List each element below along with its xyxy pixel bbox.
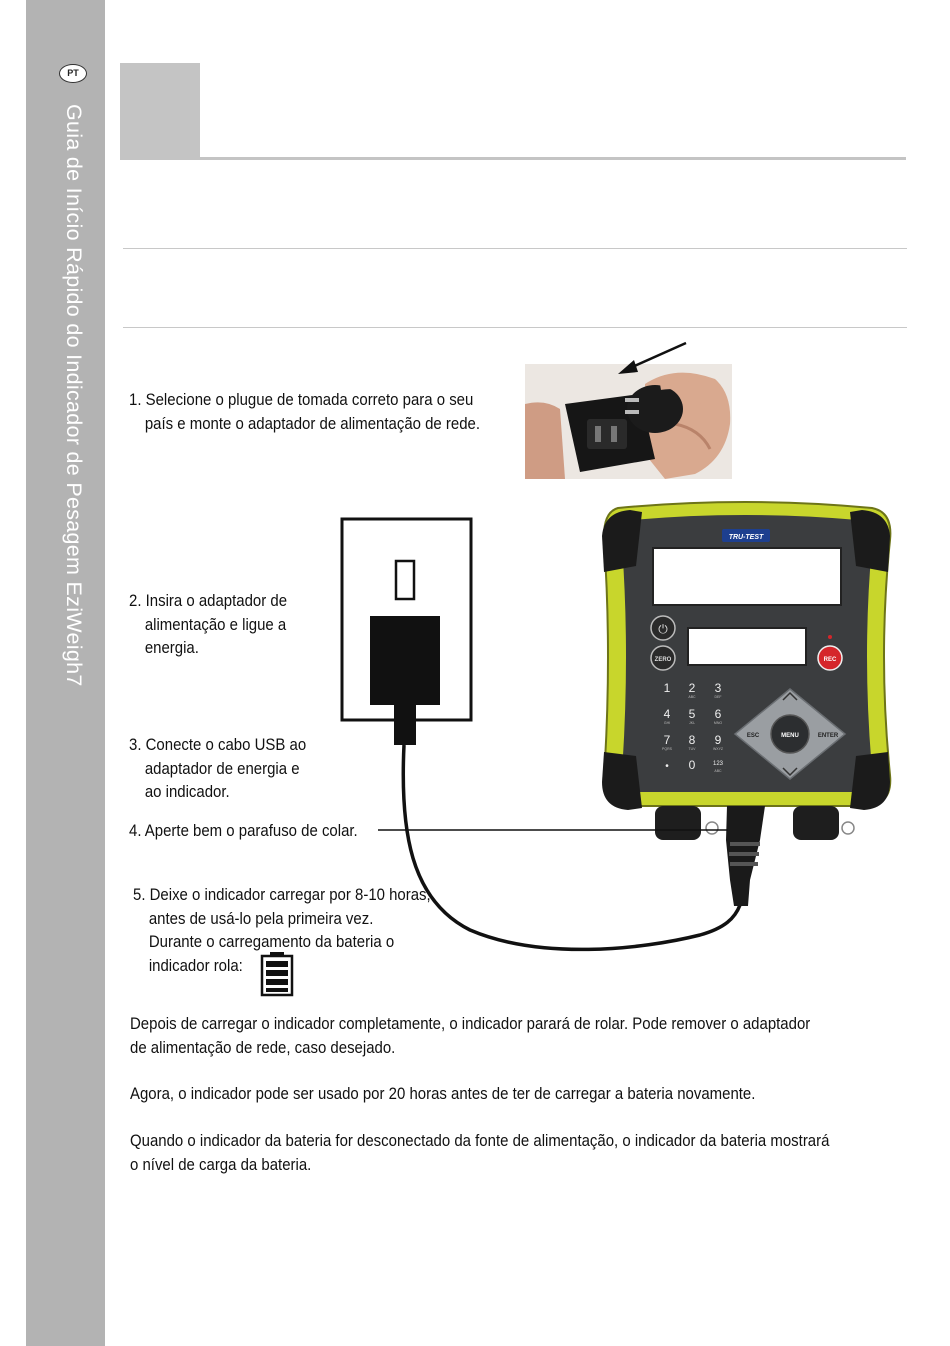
- key-4-sub: GHI: [663, 721, 671, 725]
- key-1: 1: [663, 681, 671, 695]
- key-5-sub: JKL: [688, 721, 696, 725]
- zero-key-label: ZERO: [654, 657, 672, 663]
- step-2-line-2: alimentação e ligue a: [144, 614, 287, 634]
- step-4-line-1: 4. Aperte bem o parafuso de colar.: [129, 821, 358, 840]
- step-1-line-1: 1. Selecione o plugue de tomada correto para o seu: [129, 390, 474, 409]
- sidebar-title: Guia de Início Rápido do Indicador de Pesagem EziWeigh7: [62, 104, 86, 687]
- device-brand-label: TRU-TEST: [728, 534, 764, 541]
- paragraph-2-line-1: Agora, o indicador pode ser usado por 20 horas antes de ter de carregar a bateria novamente.: [130, 1084, 756, 1103]
- key-7: 7: [663, 733, 671, 747]
- key-2-sub: ABC: [688, 695, 696, 699]
- step-5-line-4: indicador rola:: [148, 955, 243, 975]
- language-badge: PT: [59, 64, 87, 83]
- menu-key-label: MENU: [781, 733, 799, 739]
- power-adapter-icon: [370, 616, 440, 745]
- weigh-indicator-device: [602, 502, 890, 906]
- key-3-sub: DEF: [714, 695, 722, 699]
- key-3: 3: [714, 681, 722, 695]
- key-8-sub: TUV: [688, 747, 696, 751]
- paragraph-3-line-2: o nível de carga da bateria.: [130, 1154, 312, 1174]
- power-key-label: ⏻: [658, 622, 668, 636]
- battery-charging-icon: [262, 952, 292, 995]
- step-5-line-3: Durante o carregamento da bateria o: [148, 932, 395, 951]
- enter-key-label: ENTER: [817, 733, 839, 739]
- step-3-line-3: ao indicador.: [144, 782, 230, 801]
- key-dot: •: [665, 761, 669, 772]
- key-5: 5: [688, 707, 696, 721]
- step-3-line-1: 3. Conecte o cabo USB ao: [129, 735, 307, 754]
- arrow-icon: [618, 343, 686, 374]
- step-5-line-2: antes de usá-lo pela primeira vez.: [148, 908, 374, 928]
- key-7-sub: PQRS: [662, 747, 672, 751]
- key-8: 8: [688, 733, 696, 747]
- step-2-line-1: 2. Insira o adaptador de: [129, 591, 288, 610]
- key-0: 0: [688, 758, 696, 772]
- step-1-line-2: país e monte o adaptador de alimentação de rede.: [144, 413, 481, 433]
- key-6: 6: [714, 707, 722, 721]
- key-6-sub: MNO: [713, 721, 723, 725]
- paragraph-1-line-1: Depois de carregar o indicador completamente, o indicador parará de rolar. Pode remover o adaptador: [130, 1014, 811, 1033]
- key-9: 9: [714, 733, 722, 747]
- step-5-line-1: 5. Deixe o indicador carregar por 8-10 horas,: [133, 885, 431, 904]
- paragraph-1-line-2: de alimentação de rede, caso desejado.: [130, 1037, 396, 1057]
- step-2-line-3: energia.: [144, 638, 199, 657]
- key-123: 123: [712, 761, 724, 767]
- key-2: 2: [688, 681, 696, 695]
- key-4: 4: [663, 707, 671, 721]
- step-3-line-2: adaptador de energia e: [144, 758, 300, 778]
- paragraph-3-line-1: Quando o indicador da bateria for desconectado da fonte de alimentação, o indicador da bateria mostrará: [130, 1131, 830, 1150]
- rec-key-label: REC: [823, 657, 837, 663]
- key-9-sub: WXYZ: [712, 747, 724, 751]
- esc-key-label: ESC: [746, 733, 760, 739]
- key-123-sub: ABC: [714, 769, 722, 773]
